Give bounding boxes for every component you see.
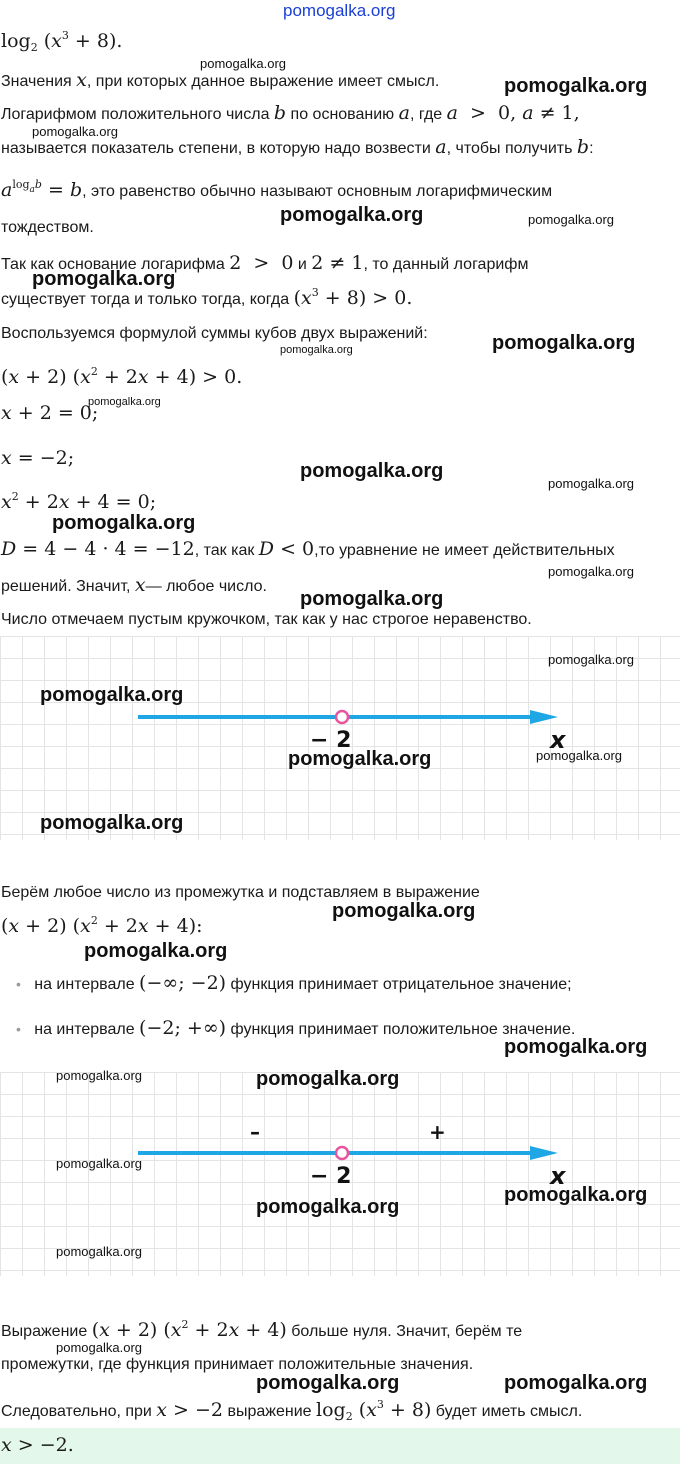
text-line-4: $a^{log_ab} = b$, это равенство обычно называют основным логарифмическим [1, 178, 553, 201]
watermark: pomogalka.org [40, 812, 184, 834]
answer-block [0, 1428, 680, 1464]
watermark: pomogalka.org [256, 1372, 400, 1394]
watermark: pomogalka.org [256, 1068, 400, 1090]
answer-text: x > −2. [1, 1434, 74, 1456]
axis-arrow-icon [530, 710, 558, 724]
watermark: pomogalka.org [256, 1196, 400, 1218]
watermark: pomogalka.org [200, 56, 286, 71]
watermark: pomogalka.org [88, 396, 161, 408]
text-line-17: Берём любое число из промежутка и подставляем в выражение [1, 884, 480, 901]
text-line-6: Так как основание логарифма 2 > 0 и 2 ≠ 1, то данный логарифм [1, 252, 529, 274]
text-line-7: существует тогда и только тогда, когда $(x^3 + 8) > 0$. [1, 286, 413, 309]
watermark: pomogalka.org [56, 1340, 142, 1355]
watermark: pomogalka.org [548, 564, 634, 579]
math-eq-2: x = −2; [1, 447, 75, 469]
sign-plus: + [429, 1120, 446, 1144]
task-expression: $\log_2 (x^3 + 8)$. [1, 29, 123, 54]
watermark: pomogalka.org [280, 204, 424, 226]
watermark: pomogalka.org [56, 1068, 142, 1083]
watermark: pomogalka.org [300, 588, 444, 610]
watermark: pomogalka.org [280, 344, 353, 356]
text-line-5: тождеством. [1, 219, 94, 236]
axis-label: x [550, 1162, 566, 1190]
point-open-circle [336, 711, 348, 723]
watermark: pomogalka.org [548, 652, 634, 667]
text-line-1: Значения x, при которых данное выражение имеет смысл. [1, 69, 440, 91]
watermark: pomogalka.org [504, 1036, 648, 1058]
sign-minus: – [250, 1120, 260, 1144]
watermark: pomogalka.org [504, 75, 648, 97]
math-eq-1: x + 2 = 0; [1, 402, 99, 424]
watermark: pomogalka.org [548, 476, 634, 491]
watermark: pomogalka.org [40, 684, 184, 706]
point-label: − 2 [310, 728, 352, 753]
text-line-3: называется показатель степени, в которую надо возвести a, чтобы получить b: [1, 136, 594, 158]
bullet-item-1: • на интервале (−∞; −2) функция принимает отрицательное значение; [16, 972, 572, 994]
watermark: pomogalka.org [56, 1156, 142, 1171]
watermark: pomogalka.org [32, 268, 176, 290]
text-line-22: Следовательно, при x > −2 выражение $\log_2 (x^3 + 8)$ будет иметь смысл. [1, 1398, 583, 1423]
watermark: pomogalka.org [84, 940, 228, 962]
watermark: pomogalka.org [536, 748, 622, 763]
text-line-8: Воспользуемся формулой суммы кубов двух выражений: [1, 325, 428, 342]
math-eq-3: $x^2 + 2x + 4 = 0$; [1, 490, 157, 513]
text-line-21: промежутки, где функция принимает положительные значения. [1, 1356, 474, 1373]
text-line-16: Число отмечаем пустым кружочком, так как у нас строгое неравенство. [1, 611, 532, 628]
text-line-discriminant: D = 4 − 4 · 4 = −12, так как D < 0,то уравнение не имеет действительных [1, 538, 615, 560]
text-line-15: решений. Значит, x— любое число. [1, 574, 267, 596]
point-label: − 2 [310, 1164, 352, 1189]
point-open-circle [336, 1147, 348, 1159]
watermark: pomogalka.org [332, 900, 476, 922]
watermark: pomogalka.org [56, 1244, 142, 1259]
math-expression-2: (x + 2) $(x^2 + 2x + 4)$: [1, 914, 203, 937]
watermark: pomogalka.org [492, 332, 636, 354]
math-inequality: (x + 2) $(x^2 + 2x + 4) > 0$. [1, 365, 243, 388]
watermark: pomogalka.org [300, 460, 444, 482]
watermark: pomogalka.org [52, 512, 196, 534]
watermark: pomogalka.org [504, 1184, 648, 1206]
text-line-20: Выражение (x + 2) $(x^2 + 2x + 4)$ больше нуля. Значит, берём те [1, 1318, 523, 1341]
watermark: pomogalka.org [528, 212, 614, 227]
watermark: pomogalka.org [288, 748, 432, 770]
axis-arrow-icon [530, 1146, 558, 1160]
bullet-item-2: • на интервале (−2; +∞) функция принимает положительное значение. [16, 1017, 576, 1039]
watermark: pomogalka.org [504, 1372, 648, 1394]
site-link[interactable]: pomogalka.org [283, 1, 396, 20]
watermark: pomogalka.org [32, 124, 118, 139]
text-line-2: Логарифмом положительного числа b по основанию a, где a > 0, a ≠ 1, [1, 102, 580, 124]
axis-label: x [550, 726, 566, 754]
